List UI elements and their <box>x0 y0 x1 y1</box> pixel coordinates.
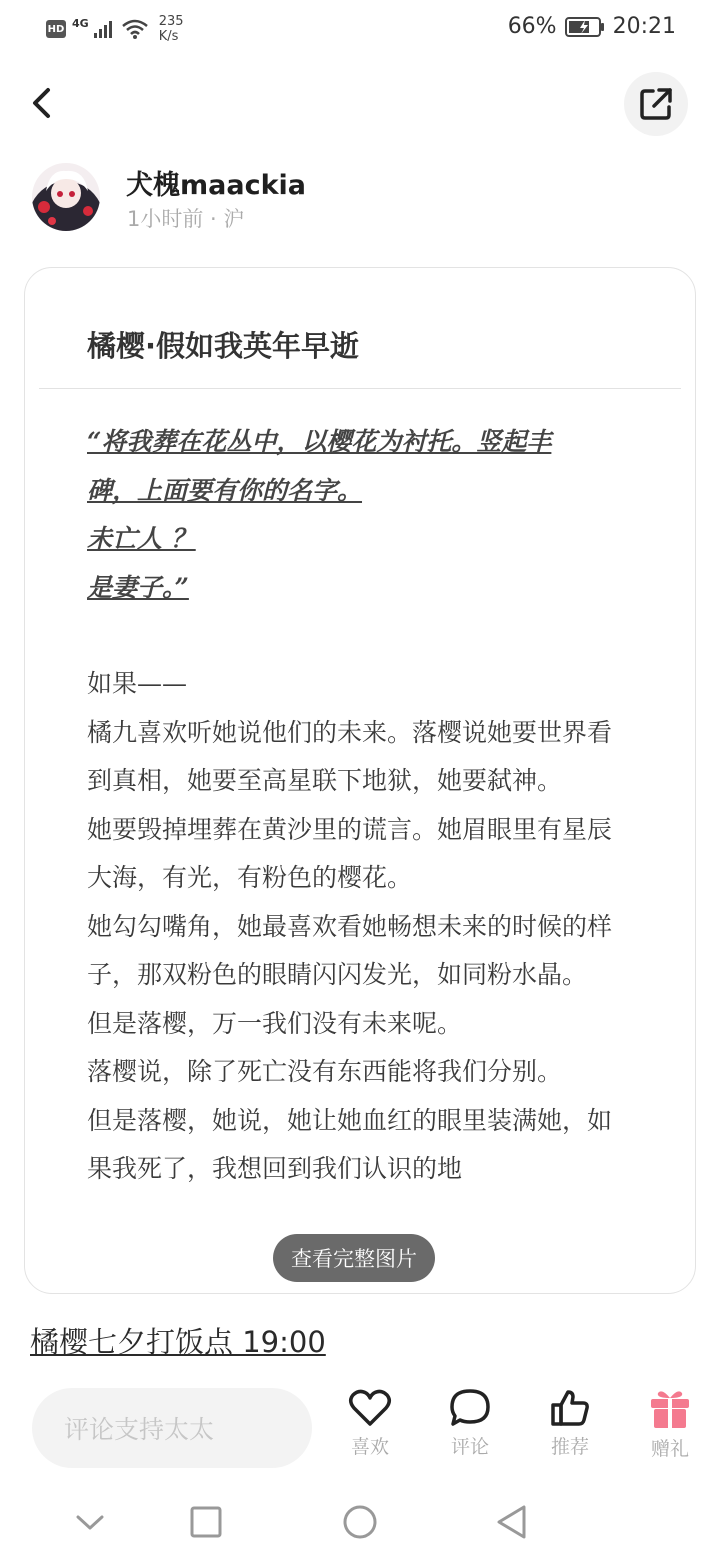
comment-input[interactable]: 评论支持太太 <box>32 1388 312 1468</box>
quote-line: 是妻子。” <box>87 572 189 602</box>
spacer <box>87 612 627 660</box>
avatar[interactable] <box>32 163 100 231</box>
paragraph: 如果—— <box>87 669 188 698</box>
view-full-image-button[interactable]: 查看完整图片 <box>273 1234 435 1282</box>
share-button[interactable] <box>624 72 688 136</box>
triangle-back-icon <box>490 1500 534 1544</box>
gift-icon <box>648 1388 692 1430</box>
heart-icon <box>348 1388 392 1428</box>
like-button[interactable] <box>340 1388 400 1459</box>
paragraph: 她勾勾嘴角，她最喜欢看她畅想未来的时候的样子，那双粉色的眼睛闪闪发光，如同粉水晶。 <box>87 911 613 989</box>
system-nav-bar <box>0 1490 720 1560</box>
hd-badge: HD <box>46 20 66 38</box>
nav-recents-button[interactable] <box>184 1500 228 1544</box>
status-left <box>46 14 184 44</box>
speed-value: 235 <box>158 14 184 29</box>
status-bar <box>0 0 720 62</box>
gift-button[interactable] <box>640 1388 700 1461</box>
chevron-left-icon <box>22 82 64 124</box>
paragraph: 落樱说，除了死亡没有东西能将我们分别。 <box>87 1057 563 1086</box>
avatar-image <box>32 163 100 231</box>
speed-unit: K/s <box>158 29 179 44</box>
comment-icon <box>448 1388 492 1428</box>
nav-home-button[interactable] <box>338 1500 382 1544</box>
post-card[interactable] <box>24 267 696 1294</box>
like-label: 喜欢 <box>350 1436 389 1458</box>
recommend-label: 推荐 <box>550 1436 589 1458</box>
square-icon <box>184 1500 228 1544</box>
post-meta: 1小时前 · 沪 <box>127 207 245 231</box>
nav-back-button[interactable] <box>490 1500 534 1544</box>
paragraph: 她要毁掉埋葬在黄沙里的谎言。她眉眼里有星辰大海，有光，有粉色的樱花。 <box>87 814 613 892</box>
battery-percent: 66% <box>507 14 557 39</box>
card-title: 橘樱·假如我英年早逝 <box>87 329 360 363</box>
net-speed <box>159 14 184 44</box>
chevron-down-icon <box>68 1500 112 1544</box>
battery-icon <box>565 16 605 38</box>
wifi-icon <box>121 18 149 40</box>
quote-line: 未亡人 ？ <box>87 524 196 553</box>
nav-collapse-button[interactable] <box>68 1500 112 1544</box>
thumbs-up-icon <box>548 1388 592 1428</box>
event-link[interactable]: 橘樱七夕打饭点 19:00 <box>30 1325 326 1359</box>
circle-icon <box>338 1500 382 1544</box>
card-divider <box>39 388 681 389</box>
recommend-button[interactable] <box>540 1388 600 1459</box>
card-body <box>87 418 627 1194</box>
status-right <box>508 14 676 39</box>
comment-button[interactable] <box>440 1388 500 1459</box>
back-button[interactable] <box>22 82 64 124</box>
quote-line: 碑，上面要有你的名字。 <box>87 475 363 505</box>
clock: 20:21 <box>612 14 676 39</box>
signal-icon <box>93 19 115 39</box>
share-icon <box>637 85 675 123</box>
paragraph: 但是落樱，她说，她让她血红的眼里装满她，如果我死了，我想回到我们认识的地 <box>87 1105 613 1183</box>
bottom-action-bar <box>0 1380 720 1480</box>
gift-label: 赠礼 <box>650 1438 689 1460</box>
quote-line: “将我葬在花丛中，以樱花为衬托。竖起丰 <box>87 427 552 456</box>
comment-label: 评论 <box>450 1436 489 1458</box>
author-name[interactable]: 犬槐maackia <box>126 170 307 201</box>
paragraph: 橘九喜欢听她说他们的未来。落樱说她要世界看到真相，她要至高星联下地狱，她要弑神。 <box>87 717 613 795</box>
network-label: 4G <box>72 16 89 30</box>
paragraph: 但是落樱，万一我们没有未来呢。 <box>87 1008 463 1038</box>
